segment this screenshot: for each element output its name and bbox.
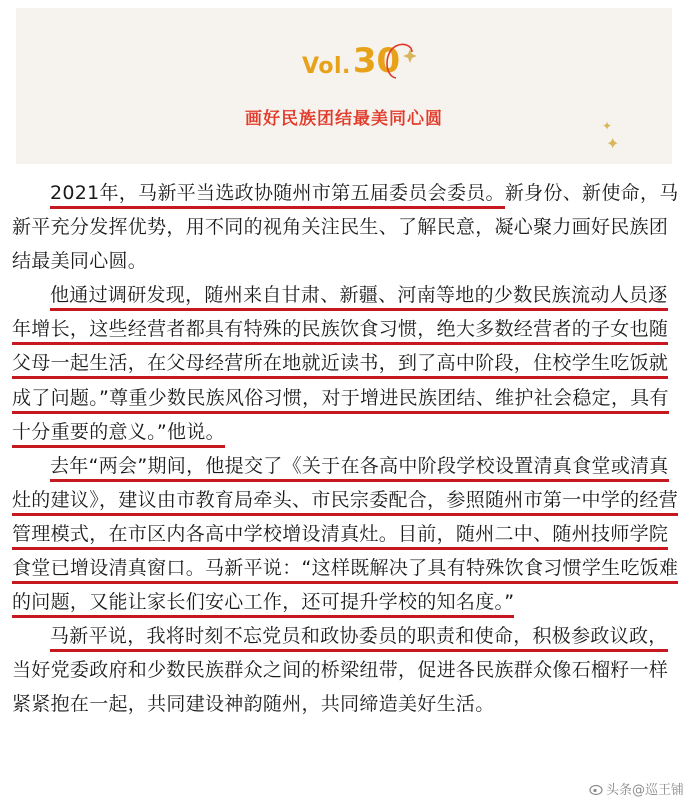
- vol-logo: [302, 38, 401, 81]
- banner-title: 画好民族团结最美同心圆: [245, 109, 443, 129]
- watermark-text: 头条@巡王铺: [605, 783, 684, 798]
- paragraph-3: [12, 449, 684, 619]
- sparkle-icon: ✦: [606, 134, 620, 153]
- watermark: [589, 779, 684, 798]
- weibo-icon: [589, 782, 603, 796]
- vol-prefix: Vol.: [302, 54, 351, 79]
- paragraph-4: [12, 619, 684, 721]
- plain-text: 新身份、新使命，马新平充分发挥优势，用不同的视角关注民生、了解民意，凝心聚力画好民族团结最美同心圆。: [12, 182, 679, 273]
- vol-number: 30: [352, 41, 401, 81]
- underlined-text: 去年“两会”期间，他提交了《关于在各高中阶段学校设置清真食堂或清真灶的建议》，建议由市教育局牵头、市民宗委配合，参照随州市第一中学的经营管理模式，在市区内各高中学校增设清真灶。目前，随州二中、随州技师学院食堂已增设清真窗口。马新平说：“这样既解决了具有特殊饮食习惯学生吃饭难的问题，又能让家长们安心工作，还可提升学校的知名度。”: [12, 455, 678, 618]
- underlined-text: 他通过调研发现，随州来自甘肃、新疆、河南等地的少数民族流动人员逐年增长，这些经营者都具有特殊的民族饮食习惯，绝大多数经营者的子女也随父母一起生活，在父母经营所在地就近读书，到了高中阶段，住校学生吃饭就成了问题。”尊重少数民族风俗习惯，对于增进民族团结、维护社会稳定，具有十分重要的意义。”他说。: [12, 284, 669, 447]
- sparkle-icon: ✦: [602, 119, 613, 133]
- paragraph-2: [12, 278, 684, 448]
- underlined-text: 马新平说，我将时刻不忘党员和政协委员的职责和使命，积极参政议政，: [50, 625, 668, 652]
- header-banner: [16, 8, 672, 164]
- swoosh-icon: [382, 40, 416, 80]
- underlined-text: 2021年，马新平当选政协随州市第五届委员会委员。: [50, 182, 505, 209]
- paragraph-1: [12, 176, 684, 278]
- plain-text: 当好党委政府和少数民族群众之间的桥梁纽带，促进各民族群众像石榴籽一样紧紧抱在一起，共同建设神韵随州，共同缔造美好生活。: [12, 659, 669, 716]
- article-body: [12, 176, 684, 722]
